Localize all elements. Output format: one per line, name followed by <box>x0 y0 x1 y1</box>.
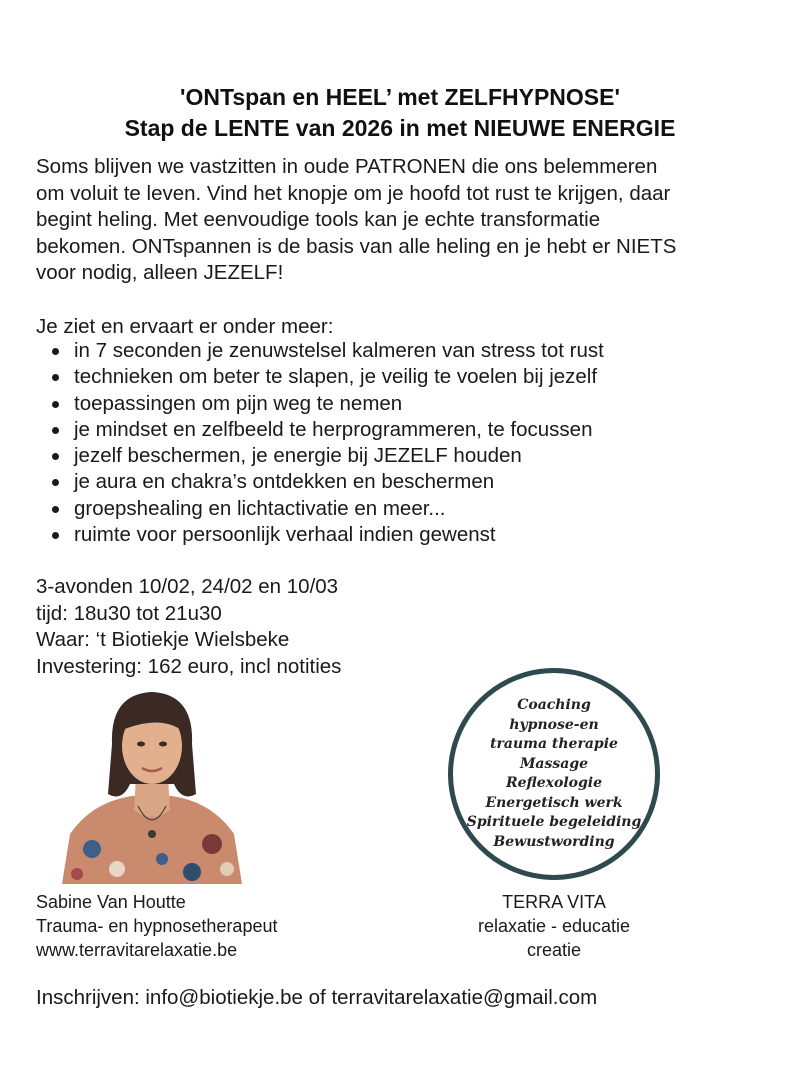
event-details <box>36 574 341 680</box>
event-dates: 3-avonden 10/02, 24/02 en 10/03 <box>36 575 339 598</box>
intro-line: Soms blijven we vastzitten in oude PATRONEN die ons belemmeren <box>36 155 658 178</box>
portrait-photo <box>62 684 242 884</box>
intro-line: voor nodig, alleen JEZELF! <box>36 261 284 284</box>
intro-line: bekomen. ONTspannen is de basis van alle heling en je hebt er NIETS <box>36 234 677 258</box>
list-item: ruimte voor persoonlijk verhaal indien gewenst <box>50 522 604 548</box>
brand-name: TERRA VITA <box>502 892 606 912</box>
service-item: Reflexologie <box>506 775 602 791</box>
portrait-illustration <box>62 684 242 884</box>
registration-line[interactable]: Inschrijven: info@biotiekje.be of terravitarelaxatie@gmail.com <box>36 986 598 1009</box>
event-location: Waar: ‘t Biotiekje Wielsbeke <box>36 628 290 651</box>
contact-role: Trauma- en hypnosetherapeut <box>36 916 278 936</box>
service-item: Massage <box>519 755 589 772</box>
poster-subtitle: Stap de LENTE van 2026 in met NIEUWE ENERGIE <box>124 115 676 141</box>
brand-tagline: creatie <box>526 940 582 960</box>
list-item: je mindset en zelfbeeld te herprogrammeren, te focussen <box>50 417 604 443</box>
service-item: Bewustwording <box>493 833 615 850</box>
service-item: Coaching <box>517 697 591 713</box>
event-time: tijd: 18u30 tot 21u30 <box>36 601 222 625</box>
intro-line: om voluit te leven. Vind het knopje om je hoofd tot rust te krijgen, daar <box>36 181 671 205</box>
list-item: toepassingen om pijn weg te nemen <box>50 391 604 417</box>
contact-website[interactable]: www.terravitarelaxatie.be <box>36 940 238 960</box>
intro-paragraph <box>36 154 776 287</box>
brand-block <box>454 890 654 962</box>
topics-list <box>50 338 604 548</box>
service-item: hypnose-en <box>509 716 599 733</box>
event-price: Investering: 162 euro, incl notities <box>36 654 342 678</box>
service-item: Spirituele begeleiding <box>466 814 642 830</box>
list-item: jezelf beschermen, je energie bij JEZELF houden <box>50 443 604 469</box>
contact-block <box>36 890 277 962</box>
poster-title: 'ONTspan en HEEL’ met ZELFHYPNOSE' <box>180 84 620 110</box>
list-item: groepshealing en lichtactivatie en meer... <box>50 496 604 522</box>
list-item: je aura en chakra’s ontdekken en beschermen <box>50 469 604 495</box>
service-item: Energetisch werk <box>485 794 623 811</box>
list-item: in 7 seconden je zenuwstelsel kalmeren van stress tot rust <box>50 338 604 364</box>
service-item: trauma therapie <box>490 736 618 752</box>
brand-tagline: relaxatie - educatie <box>477 916 631 936</box>
topics-heading: Je ziet en ervaart er onder meer: <box>36 315 334 338</box>
services-circle <box>448 668 660 880</box>
intro-line: begint heling. Met eenvoudige tools kan je echte transformatie <box>36 208 601 231</box>
list-item: technieken om beter te slapen, je veilig te voelen bij jezelf <box>50 364 604 390</box>
contact-name: Sabine Van Houtte <box>36 892 186 912</box>
